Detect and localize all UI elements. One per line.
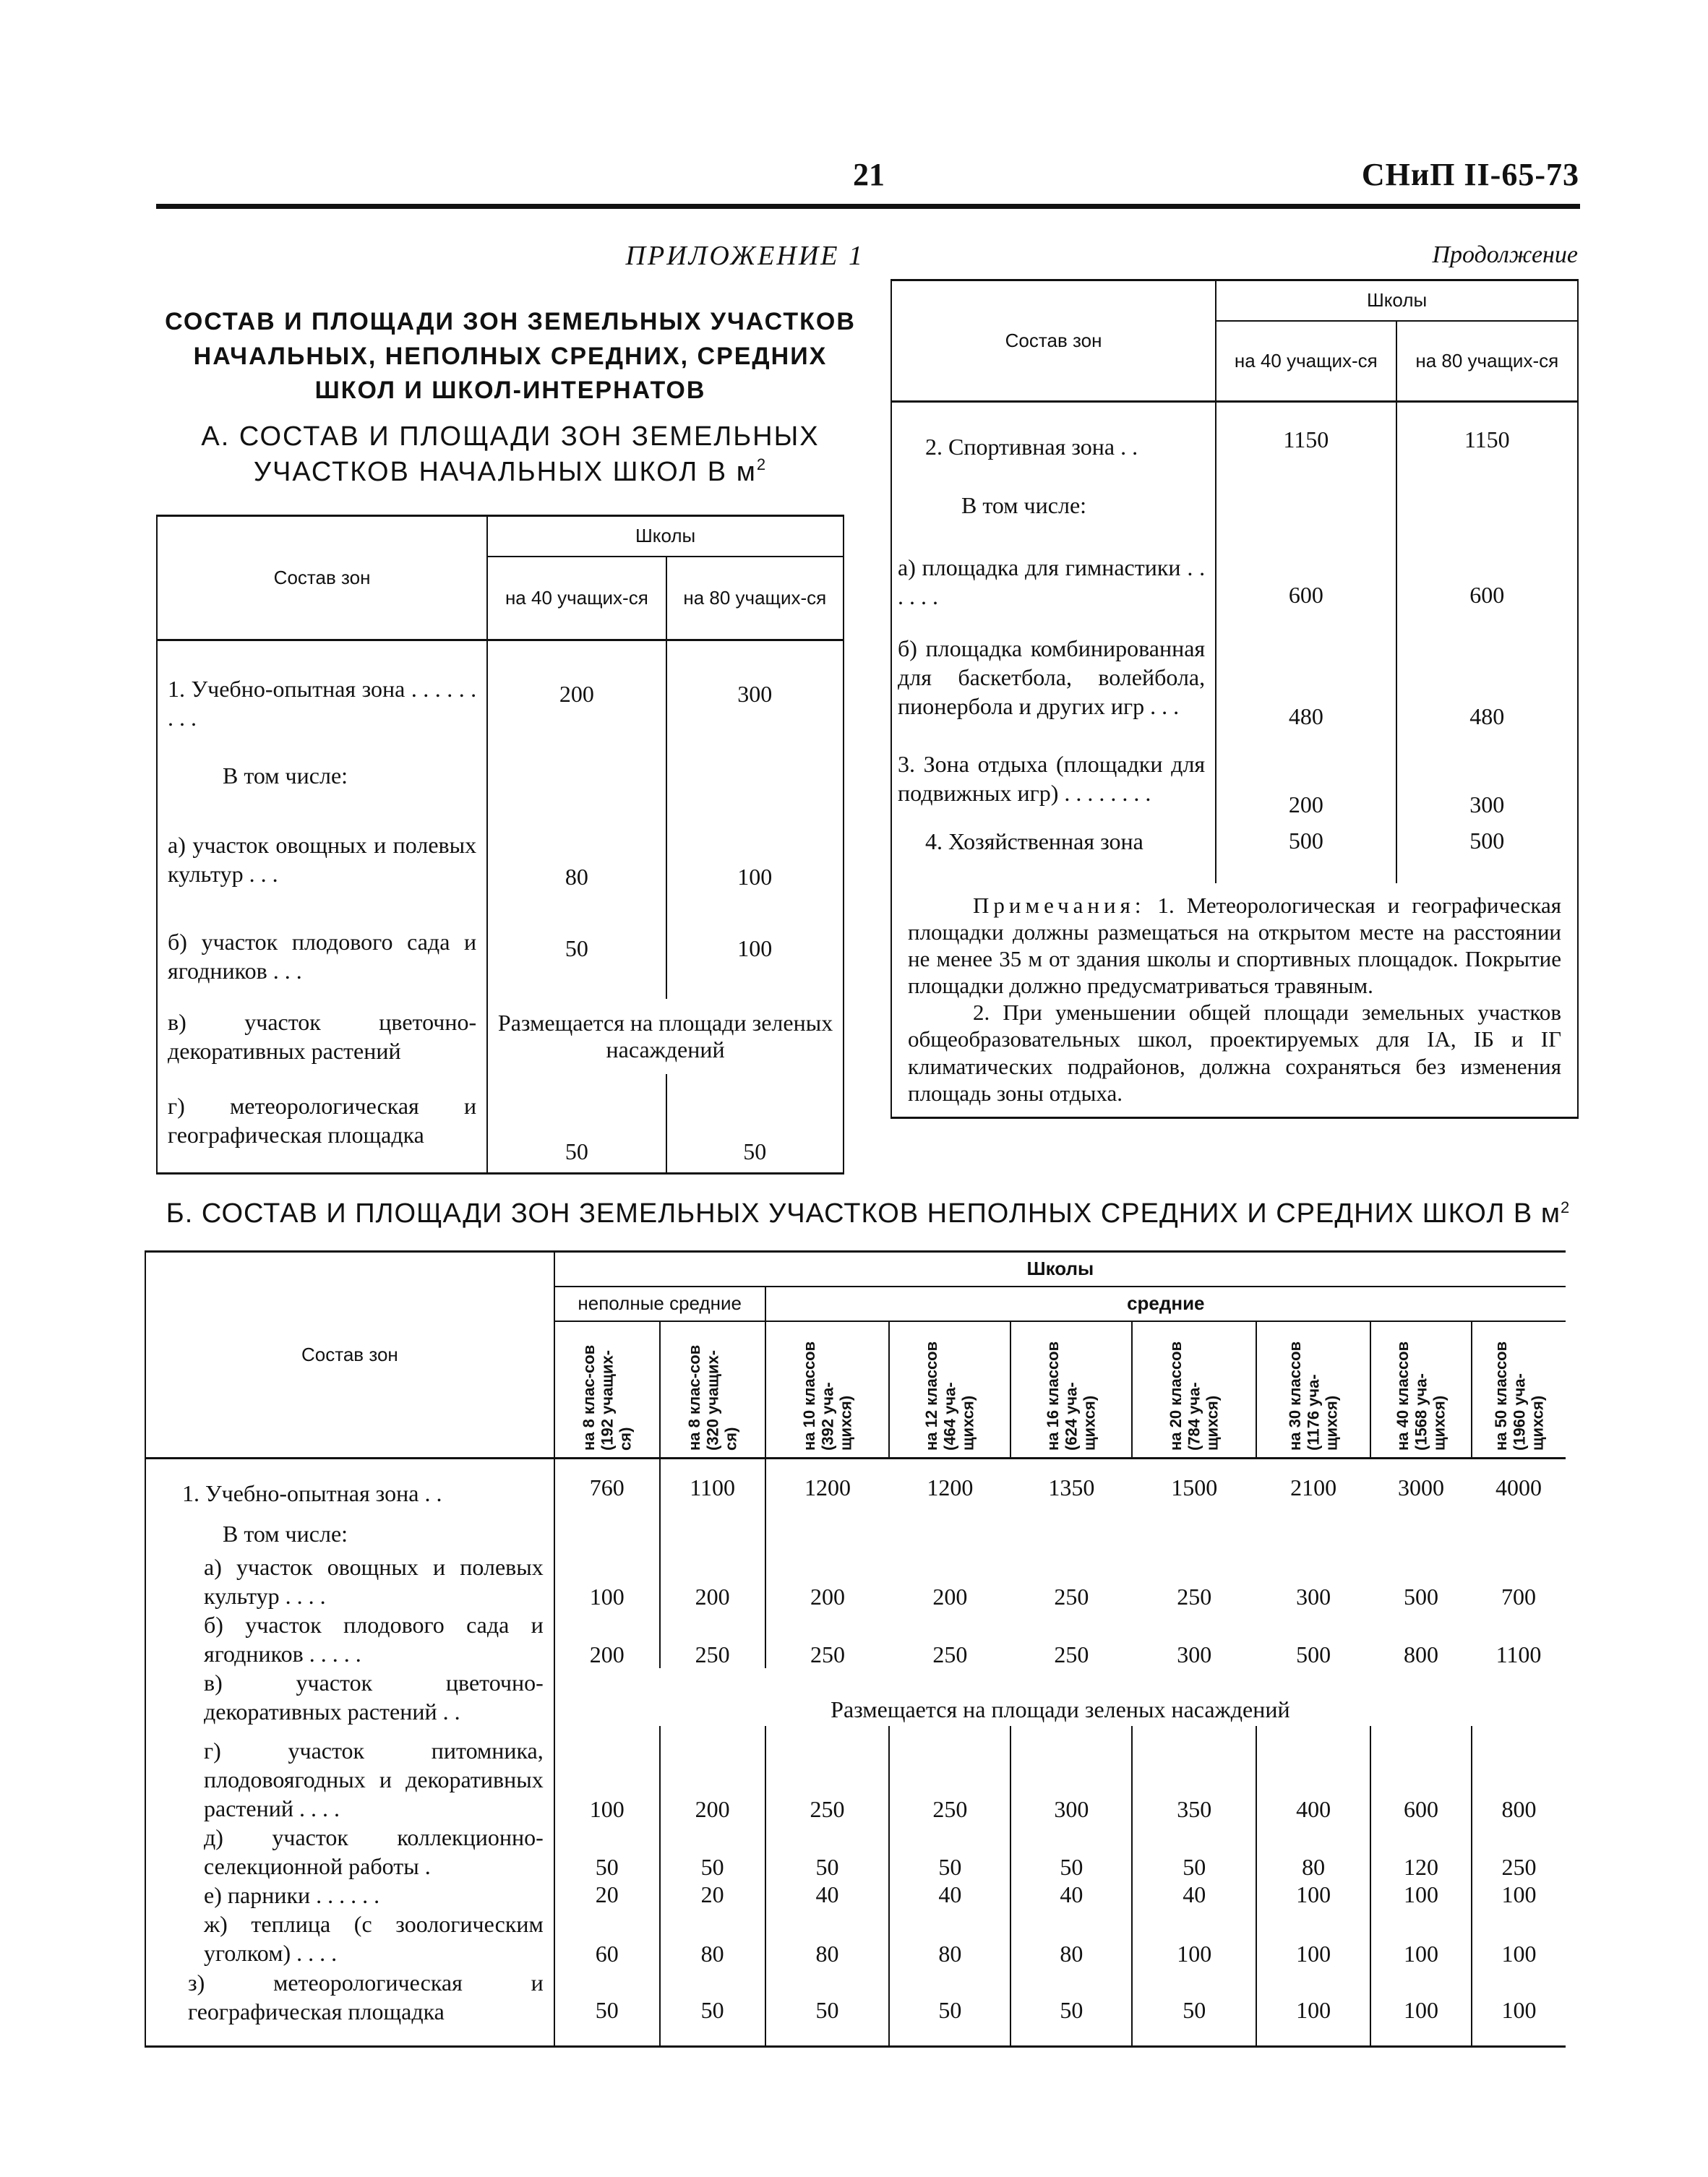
table-b-col-header: на 8 клас-сов (192 учащих-ся) — [554, 1321, 660, 1459]
table-cell: 100 — [737, 863, 773, 890]
table-cell: 1150 — [1464, 426, 1510, 452]
table-cell: 250 — [889, 1726, 1010, 1823]
table-cell: 200 — [810, 1583, 846, 1610]
table-row-zone: г) участок питомника, плодовоягодных и декоративных растений . . . . — [145, 1726, 554, 1823]
section-a-title — [156, 419, 864, 491]
table-merged-cell: Размещается на площади зеленых насаждений — [831, 1696, 1290, 1722]
table-cell: 60 — [554, 1910, 660, 1967]
table-cell — [666, 747, 844, 805]
table-row-zone: 4. Хозяйственная зона — [891, 821, 1216, 883]
table-cell: 200 — [660, 1553, 765, 1610]
table-cell: 1200 — [927, 1474, 974, 1500]
table-cell: 800 — [1404, 1641, 1439, 1667]
table-notes — [891, 883, 1578, 1118]
document-code: СНиП II-65-73 — [1361, 157, 1579, 192]
table-cell: 200 — [554, 1610, 660, 1668]
table-cell: 40 — [1010, 1881, 1132, 1910]
table-cell: 100 — [1132, 1910, 1256, 1967]
table-cell: 1200 — [804, 1474, 851, 1500]
section-a-title-text: А. СОСТАВ И ПЛОЩАДИ ЗОН ЗЕМЕЛЬНЫХ УЧАСТКОВ НАЧАЛЬНЫХ ШКОЛ В м — [201, 421, 820, 488]
table-cell: 1100 — [660, 1459, 765, 1516]
table-cell: 500 — [1296, 1641, 1331, 1667]
table-row-zone: б) площадка комбинированная для баскетбола, волейбола, пионербола и других игр . . . — [891, 614, 1216, 736]
table-cell: 50 — [554, 1823, 660, 1881]
table-a-header-zone: Состав зон — [157, 516, 487, 640]
table-cell: 250 — [1054, 1641, 1089, 1667]
table-cell: 760 — [554, 1459, 660, 1516]
table-a-continued — [891, 279, 1579, 1119]
table-row-zone: 1. Учебно-опытная зона . . . . . . . . . — [157, 640, 487, 747]
table-cell: 480 — [1216, 614, 1396, 736]
table-cell: 50 — [487, 1074, 666, 1174]
section-a-title-sup: 2 — [756, 455, 768, 474]
table-row-zone: з) метеорологическая и географическая площадка — [145, 1967, 554, 2047]
notes-label: Примечания: — [973, 892, 1146, 918]
table-b-header-zone: Состав зон — [145, 1252, 554, 1459]
table-cell: 300 — [1010, 1726, 1132, 1823]
table-cell: 80 — [1010, 1910, 1132, 1967]
table-cell: 600 — [1370, 1726, 1472, 1823]
table-row-zone: в) участок цветочно-декоративных растений . . — [145, 1668, 554, 1726]
table-cell: 50 — [660, 1823, 765, 1881]
table-a — [156, 515, 844, 1175]
table-cell: 50 — [889, 1967, 1010, 2047]
table-row-zone: б) участок плодового сада и ягодников . . . — [157, 899, 487, 999]
table-cell: 100 — [1370, 1881, 1472, 1910]
table-cell: 20 — [554, 1881, 660, 1910]
table-b-col-header: на 40 классов (1568 уча-щихся) — [1370, 1321, 1472, 1459]
table-cell: 300 — [737, 680, 773, 707]
table-cell: 120 — [1370, 1823, 1472, 1881]
table-cell: 700 — [1501, 1583, 1536, 1610]
table-cell: 1150 — [1216, 402, 1396, 477]
table-cell: 800 — [1501, 1795, 1537, 1822]
table-b-header-schools: Школы — [554, 1252, 1566, 1287]
table-cell: 200 — [932, 1583, 968, 1610]
table-cell: 400 — [1256, 1726, 1370, 1823]
table-row-zone: ж) теплица (с зоологическим уголком) . . . . — [145, 1910, 554, 1967]
table-cell: 250 — [765, 1726, 890, 1823]
table-a2-header-zone: Состав зон — [891, 280, 1216, 402]
main-title: СОСТАВ И ПЛОЩАДИ ЗОН ЗЕМЕЛЬНЫХ УЧАСТКОВ НАЧАЛЬНЫХ, НЕПОЛНЫХ СРЕДНИХ, СРЕДНИХ ШКОЛ И ШКОЛ-ИНТЕРНАТОВ — [165, 308, 856, 405]
table-cell: 80 — [889, 1910, 1010, 1967]
table-cell: 50 — [765, 1823, 890, 1881]
table-cell: 500 — [1216, 821, 1396, 883]
table-b-col-header: на 30 классов (1176 уча-щихся) — [1256, 1321, 1370, 1459]
table-row-zone: В том числе: — [891, 477, 1216, 535]
appendix-label: ПРИЛОЖЕНИЕ 1 — [625, 241, 864, 271]
table-cell: 100 — [1256, 1910, 1370, 1967]
table-cell: 1350 — [1048, 1474, 1095, 1500]
table-cell — [1396, 477, 1578, 535]
table-cell: 50 — [765, 1967, 890, 2047]
table-cell: 50 — [1010, 1823, 1132, 1881]
table-cell: 350 — [1132, 1726, 1256, 1823]
table-cell: 50 — [487, 899, 666, 999]
table-cell: 100 — [1256, 1881, 1370, 1910]
table-b-col-header: на 8 клас-сов (320 учащих-ся) — [660, 1321, 765, 1459]
table-b-col-header: на 10 классов (392 уча-щихся) — [765, 1321, 890, 1459]
table-cell: 80 — [660, 1910, 765, 1967]
table-cell: 250 — [932, 1641, 968, 1667]
table-cell: 200 — [487, 640, 666, 747]
header-rule — [156, 204, 1580, 209]
continuation-label: Продолжение — [1432, 241, 1578, 268]
table-b-col-header: на 50 классов (1960 уча-щихся) — [1472, 1321, 1566, 1459]
table-cell: 3000 — [1398, 1474, 1445, 1500]
table-a-header-40: на 40 учащих-ся — [487, 557, 666, 640]
table-cell — [487, 747, 666, 805]
table-cell — [554, 1516, 660, 1553]
table-merged-cell: Размещается на площади зеленых насаждений — [497, 1009, 833, 1062]
table-row-zone: 3. Зона отдыха (площадки для подвижных игр) . . . . . . . . — [891, 736, 1216, 821]
section-b-title-sup: 2 — [1560, 1198, 1571, 1216]
table-cell: 50 — [743, 1138, 767, 1164]
table-row-zone: а) площадка для гимнастики . . . . . . — [891, 535, 1216, 614]
table-cell: 200 — [1216, 736, 1396, 821]
table-a2-header-schools: Школы — [1216, 280, 1578, 321]
table-row-zone: 1. Учебно-опытная зона . . — [145, 1459, 554, 1516]
table-b-header-secondary: средние — [765, 1287, 1566, 1321]
table-cell: 80 — [1256, 1823, 1370, 1881]
table-cell: 200 — [660, 1726, 765, 1823]
table-cell: 250 — [810, 1641, 846, 1667]
table-row-zone: а) участок овощных и полевых культур . . . . — [145, 1553, 554, 1610]
table-cell: 250 — [1501, 1853, 1537, 1880]
table-cell: 50 — [1010, 1967, 1132, 2047]
table-row-zone: б) участок плодового сада и ягодников . . . . . — [145, 1610, 554, 1668]
table-cell: 1500 — [1171, 1474, 1218, 1500]
table-cell: 500 — [1469, 828, 1505, 854]
table-a2-header-80: на 80 учащих-ся — [1396, 321, 1578, 402]
table-row-zone: в) участок цветочно-декоративных растений — [157, 999, 487, 1074]
table-cell: 40 — [1132, 1881, 1256, 1910]
table-cell: 40 — [765, 1881, 890, 1910]
note-2: 2. При уменьшении общей площади земельных участков общеобразовательных школ, проектируемых для IА, IБ и IГ климатических подрайонов, должна сохраняться без изменения площадь зоны отдыха. — [908, 1000, 1561, 1106]
table-a-header-schools: Школы — [487, 516, 844, 557]
table-row-zone: В том числе: — [145, 1516, 554, 1553]
table-cell: 80 — [765, 1910, 890, 1967]
table-cell: 250 — [1054, 1583, 1089, 1610]
table-cell: 100 — [1370, 1967, 1472, 2047]
note-1: 1. Метеорологическая и географическая площадки должны размещаться на открытом месте на расстоянии не менее 35 м от здания школы и спортивных площадок. Покрытие площадки должно предусматриваться травяным. — [908, 892, 1562, 999]
table-row-zone: 2. Спортивная зона . . — [891, 402, 1216, 477]
table-cell: 100 — [554, 1726, 660, 1823]
table-cell — [765, 1516, 1566, 1553]
table-cell: 100 — [554, 1553, 660, 1610]
table-cell: 600 — [1216, 535, 1396, 614]
table-cell — [1216, 477, 1396, 535]
table-row-zone: В том числе: — [157, 747, 487, 805]
table-a-header-80: на 80 учащих-ся — [666, 557, 844, 640]
table-cell: 600 — [1469, 581, 1505, 608]
table-cell: 80 — [487, 805, 666, 899]
table-cell: 50 — [660, 1967, 765, 2047]
table-b-col-header: на 12 классов (464 уча-щихся) — [889, 1321, 1010, 1459]
table-cell: 300 — [1296, 1583, 1331, 1610]
table-cell: 480 — [1469, 703, 1505, 729]
table-cell: 50 — [1132, 1967, 1256, 2047]
table-row-zone: д) участок коллекционно-селекционной работы . — [145, 1823, 554, 1881]
table-cell: 100 — [1256, 1967, 1370, 2047]
table-b-col-header: на 20 классов (784 уча-щихся) — [1132, 1321, 1256, 1459]
section-b-title-text: Б. СОСТАВ И ПЛОЩАДИ ЗОН ЗЕМЕЛЬНЫХ УЧАСТКОВ НЕПОЛНЫХ СРЕДНИХ И СРЕДНИХ ШКОЛ В м — [166, 1198, 1561, 1229]
table-row-zone: г) метеорологическая и географическая площадка — [157, 1074, 487, 1174]
table-cell: 4000 — [1495, 1474, 1542, 1500]
table-cell: 300 — [1177, 1641, 1212, 1667]
table-cell: 1100 — [1495, 1641, 1542, 1667]
table-cell: 100 — [1370, 1910, 1472, 1967]
table-cell: 50 — [889, 1823, 1010, 1881]
table-row-zone: а) участок овощных и полевых культур . . . — [157, 805, 487, 899]
table-cell: 100 — [737, 935, 773, 961]
table-cell: 300 — [1469, 791, 1505, 817]
table-a2-header-40: на 40 учащих-ся — [1216, 321, 1396, 402]
table-cell: 20 — [660, 1881, 765, 1910]
section-b-title — [156, 1198, 1580, 1229]
table-cell: 250 — [1177, 1583, 1212, 1610]
table-cell: 50 — [554, 1967, 660, 2047]
table-cell — [660, 1516, 765, 1553]
table-cell: 250 — [660, 1610, 765, 1668]
table-cell: 2100 — [1290, 1474, 1337, 1500]
table-cell: 500 — [1404, 1583, 1439, 1610]
table-cell: 40 — [889, 1881, 1010, 1910]
table-cell: 100 — [1501, 1881, 1537, 1907]
table-b — [145, 1250, 1566, 2048]
table-b-col-header: на 16 классов (624 уча-щихся) — [1010, 1321, 1132, 1459]
table-cell: 100 — [1501, 1997, 1537, 2023]
table-row-zone: е) парники . . . . . . — [145, 1881, 554, 1910]
table-cell: 100 — [1501, 1940, 1537, 1967]
table-cell: 50 — [1132, 1823, 1256, 1881]
table-b-header-incomplete: неполные средние — [554, 1287, 765, 1321]
page-number: 21 — [853, 157, 885, 192]
